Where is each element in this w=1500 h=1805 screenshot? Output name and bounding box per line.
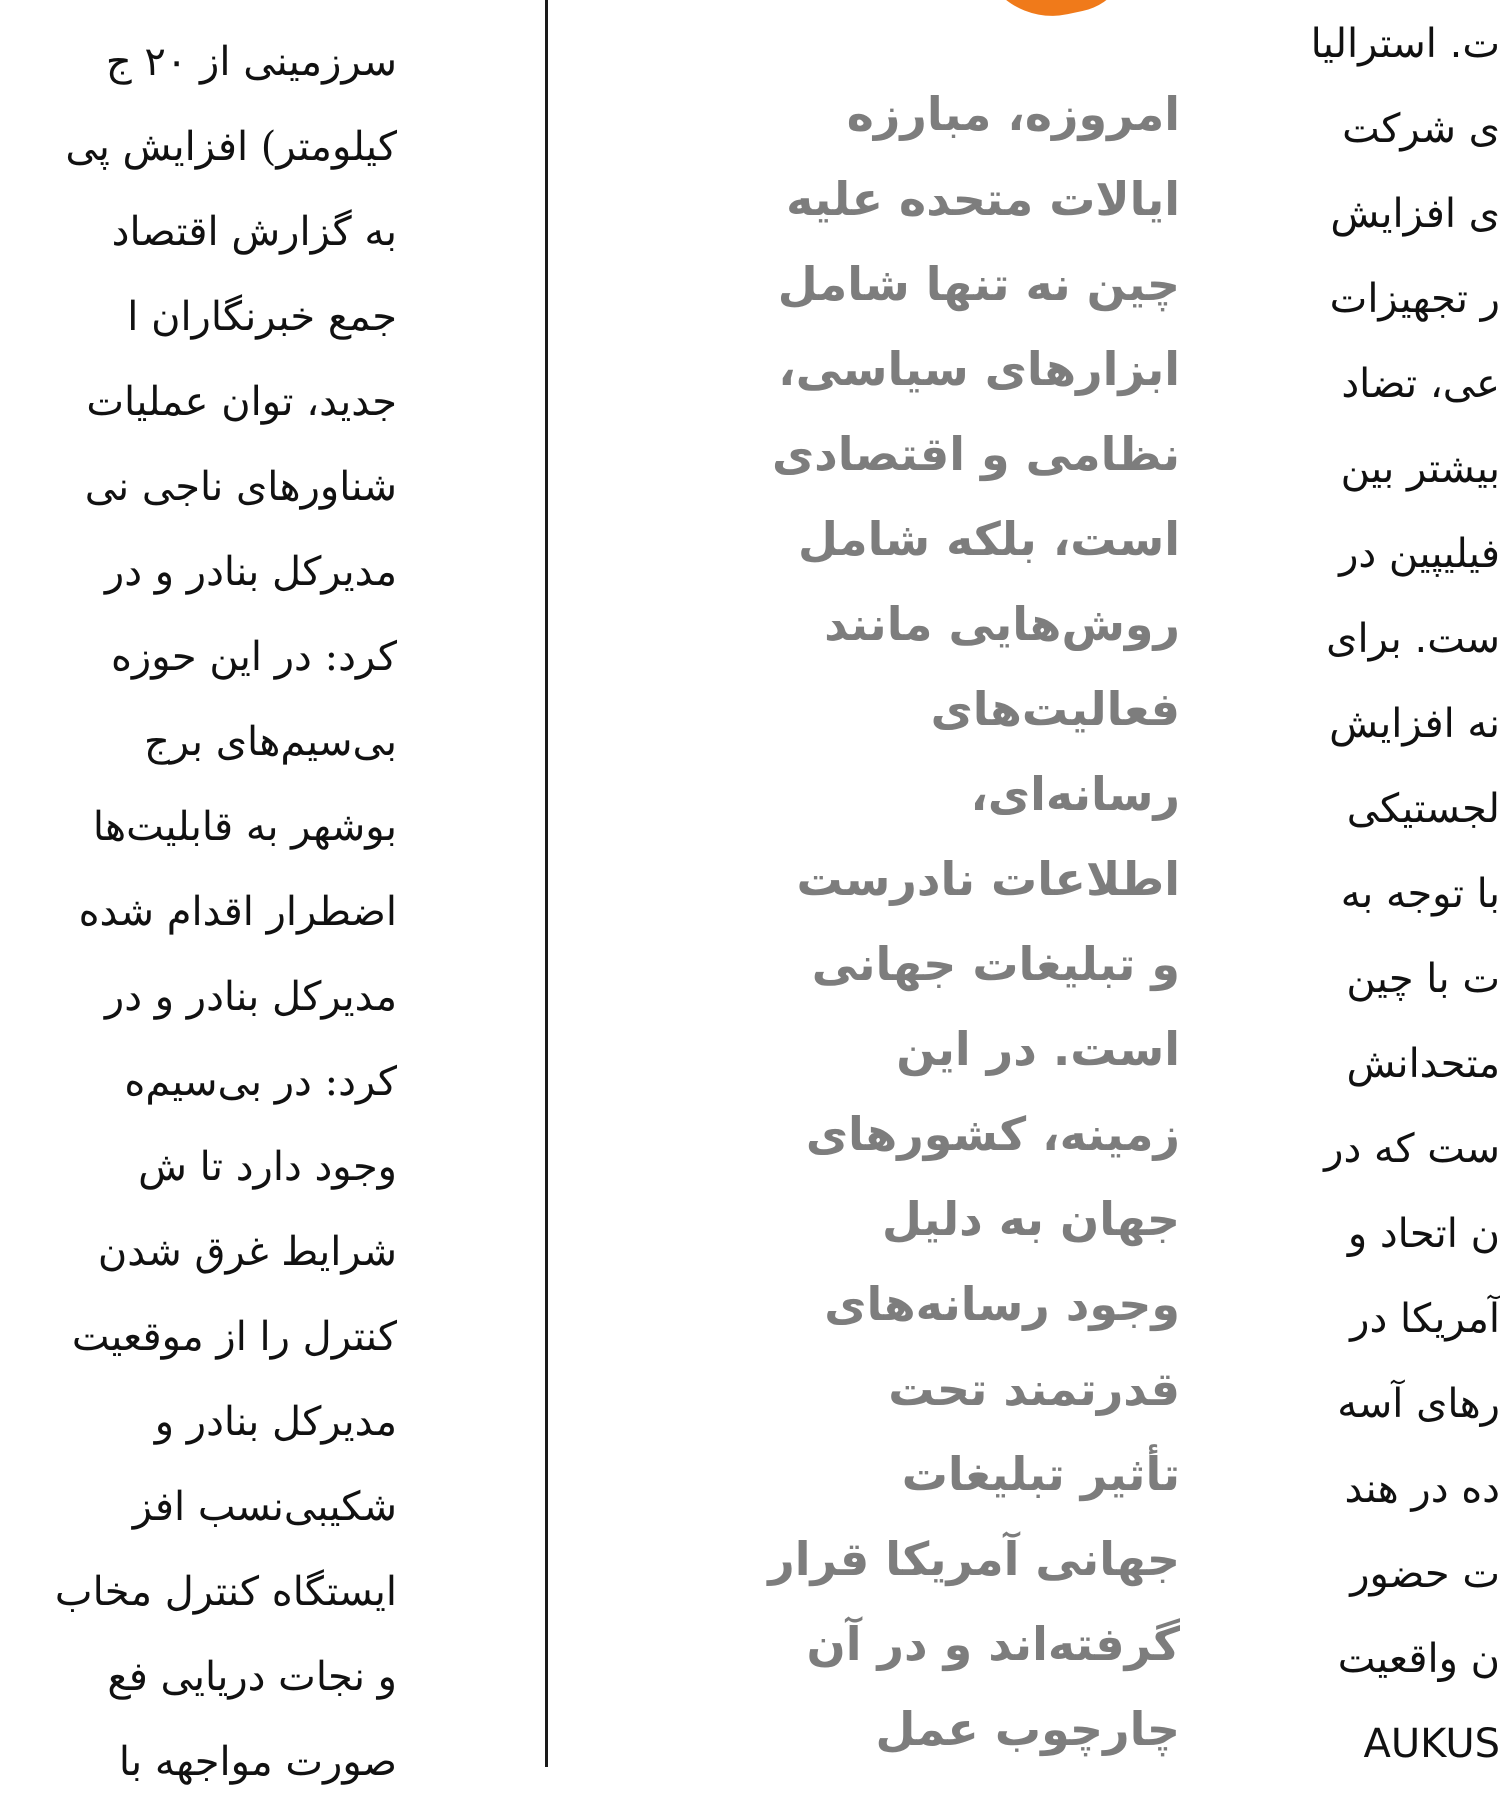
article-line: کیلومتر) افزایش پی — [65, 124, 397, 170]
article-line: جمع خبرنگاران ا — [127, 294, 397, 340]
article-line: عی، تضاد — [1341, 361, 1500, 407]
article-line: ت. استرالیا — [1310, 21, 1500, 67]
article-line: اضطرار اقدام شده — [78, 889, 397, 935]
pull-quote-line: رسانه‌ای، — [970, 767, 1180, 821]
pull-quote-line: جهانی آمریکا قرار — [768, 1532, 1180, 1586]
article-line: ن واقعیت — [1337, 1636, 1500, 1682]
pull-quote-line: چارچوب عمل — [875, 1702, 1180, 1756]
article-line: مدیرکل بنادر و — [154, 1399, 397, 1445]
pull-quote-line: است، بلکه شامل — [798, 512, 1180, 566]
article-line: سرزمینی از ۲۰ ج — [105, 39, 397, 85]
pull-quote-line: فعالیت‌های — [930, 682, 1180, 736]
article-line: ر تجهیزات — [1329, 276, 1500, 322]
pull-quote-line: است. در این — [896, 1022, 1180, 1076]
article-line: ی شرکت — [1342, 106, 1500, 152]
article-line: ن اتحاد و — [1347, 1211, 1500, 1257]
article-line: مدیرکل بنادر و در — [104, 974, 397, 1020]
article-line: بیشتر بین — [1340, 446, 1500, 492]
article-line: ایستگاه کنترل مخاب — [54, 1569, 397, 1615]
pull-quote-line: اطلاعات نادرست — [796, 852, 1180, 906]
pull-quote-line: نظامی و اقتصادی — [771, 427, 1180, 481]
article-line: ت با چین — [1346, 956, 1500, 1002]
article-line: ی افزایش — [1330, 191, 1500, 237]
article-line: ست. برای — [1326, 616, 1500, 662]
article-line: شکیبی‌نسب افز — [132, 1484, 397, 1530]
pull-quote-line: ایالات متحده علیه — [786, 172, 1180, 226]
pull-quote-line: تأثیر تبلیغات — [901, 1447, 1180, 1501]
pull-quote-line: جهان به دلیل — [882, 1192, 1180, 1246]
article-line: کرد: در این حوزه — [110, 634, 397, 680]
pull-quote-line: امروزه، مبارزه — [846, 87, 1180, 141]
article-line: بی‌سیم‌های برج — [143, 719, 397, 765]
article-line: ت حضور — [1350, 1551, 1500, 1597]
article-line: با توجه به — [1340, 871, 1500, 917]
article-line: نه افزایش — [1329, 701, 1500, 747]
article-line: آمریکا در — [1350, 1296, 1500, 1342]
article-line: مدیرکل بنادر و در — [104, 549, 397, 595]
article-line: کرد: در بی‌سیم‌ه — [124, 1059, 397, 1105]
article-line: رهای آسه — [1337, 1381, 1500, 1427]
article-line: صورت مواجهه با — [118, 1739, 397, 1785]
pull-quote-line: ابزارهای سیاسی، — [778, 342, 1180, 396]
right-article-column — [1300, 2, 1500, 1787]
pull-quote-line: و تبلیغات جهانی — [811, 937, 1180, 991]
article-line: ست که در — [1324, 1126, 1500, 1172]
article-line: AUKUS — [1363, 1721, 1500, 1767]
article-line: لجستیکی — [1346, 786, 1500, 832]
pull-quote — [760, 72, 1180, 1772]
article-line: کنترل را از موقعیت — [71, 1314, 397, 1360]
article-line: بوشهر به قابلیت‌ها — [92, 804, 397, 850]
pull-quote-line: روش‌هایی مانند — [824, 597, 1180, 651]
article-line: شرایط غرق شدن — [97, 1229, 397, 1275]
article-line: و نجات دریایی فع — [107, 1654, 397, 1700]
article-line: شناورهای ناجی نی — [84, 464, 397, 510]
article-line: به گزارش اقتصاد — [111, 209, 397, 255]
article-line: ده در هند — [1344, 1466, 1500, 1512]
column-divider-rule — [545, 0, 548, 1767]
article-line: وجود دارد تا ش — [138, 1144, 397, 1190]
article-line: متحدانش — [1346, 1041, 1500, 1087]
left-article-column — [0, 20, 397, 1805]
article-line: فیلیپین در — [1339, 531, 1500, 577]
pull-quote-line: قدرتمند تحت — [888, 1362, 1180, 1416]
article-line: جدید، توان عملیات — [86, 379, 397, 425]
pull-quote-line: گرفته‌اند و در آن — [806, 1617, 1180, 1671]
pull-quote-line: چین نه تنها شامل — [777, 257, 1180, 311]
pull-quote-line: زمینه، کشورهای — [805, 1107, 1180, 1161]
pull-quote-line: وجود رسانه‌های — [824, 1277, 1180, 1331]
orange-graphic-accent — [979, 0, 1141, 30]
